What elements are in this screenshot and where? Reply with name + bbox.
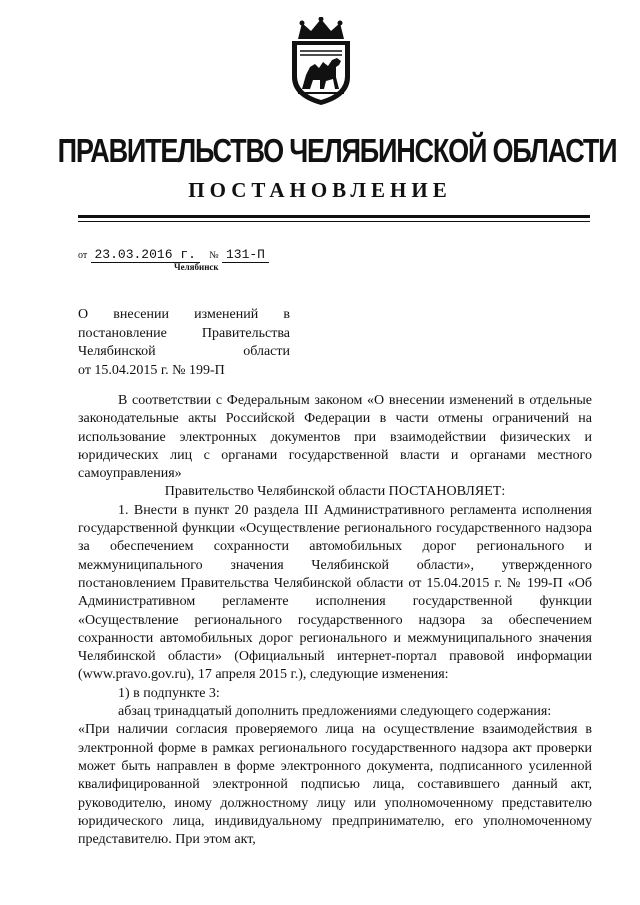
subject-line: от 15.04.2015 г. № 199-П	[78, 362, 225, 378]
quoted-text-paragraph: «При наличии согласия проверяемого лица на осуществление взаимодействия в электронной форме в рамках регионального государственного надзора акт проверки может быть направлен в форме электронного документа, подписанного усиленной квалифицированной электронной подписью лица, составившего данный акт, руководителю, иному должностному лицу или уполномоченному представителю юридического лица, индивидуальному предпринимателю, его уполномоченному представителю. При этом акт,	[78, 722, 592, 848]
coat-of-arms-emblem	[284, 17, 358, 107]
document-date: 23.03.2016 г.	[91, 247, 200, 263]
subject-line: постановление Правительства	[78, 325, 290, 341]
number-prefix: №	[209, 250, 219, 261]
subitem-1-paragraph: 1) в подпункте 3:	[118, 685, 220, 701]
document-body	[78, 392, 592, 849]
document-meta	[78, 246, 269, 262]
city-label: Челябинск	[174, 262, 219, 272]
subject-line: О внесении изменений в	[78, 307, 290, 322]
document-subject	[78, 306, 290, 380]
item-1-paragraph: 1. Внести в пункт 20 раздела III Административного регламента исполнения государственной функции «Осуществление регионального государственного надзора за обеспечением сохранности автомобильных дорог регионального и межмуниципального значения Челябинской области», утвержденного постановлением Правительства Челябинской области от 15.04.2015 г. № 199-П «Об Административном регламенте исполнения государственной функции «Осуществление регионального государственного надзора за обеспечением сохранности автомобильных дорог регионального и межмуниципального значения Челябинской области» (Официальный интернет-портал правовой информации (www.pravo.gov.ru), 17 апреля 2015 г.), следующие изменения:	[78, 502, 592, 683]
amendment-paragraph: абзац тринадцатый дополнить предложениями следующего содержания:	[118, 704, 552, 720]
header-divider-thin	[78, 221, 590, 222]
document-type-title: ПОСТАНОВЛЕНИЕ	[188, 178, 452, 202]
header-divider-thick	[78, 215, 590, 218]
preamble-paragraph: В соответствии с Федеральным законом «О внесении изменений в отдельные законодательные акты Российской Федерации в части отмены ограничений на использование электронных документов при взаимодействии физических и юридических лиц с органами государственной власти и органами местного самоуправления»	[78, 393, 592, 482]
government-title: ПРАВИТЕЛЬСТВО ЧЕЛЯБИНСКОЙ ОБЛАСТИ	[57, 132, 617, 169]
date-prefix: от	[78, 250, 88, 261]
document-number: 131-П	[222, 247, 269, 263]
subject-line: Челябинской области	[78, 344, 290, 359]
decree-line: Правительство Челябинской области ПОСТАНОВЛЯЕТ:	[164, 484, 506, 500]
